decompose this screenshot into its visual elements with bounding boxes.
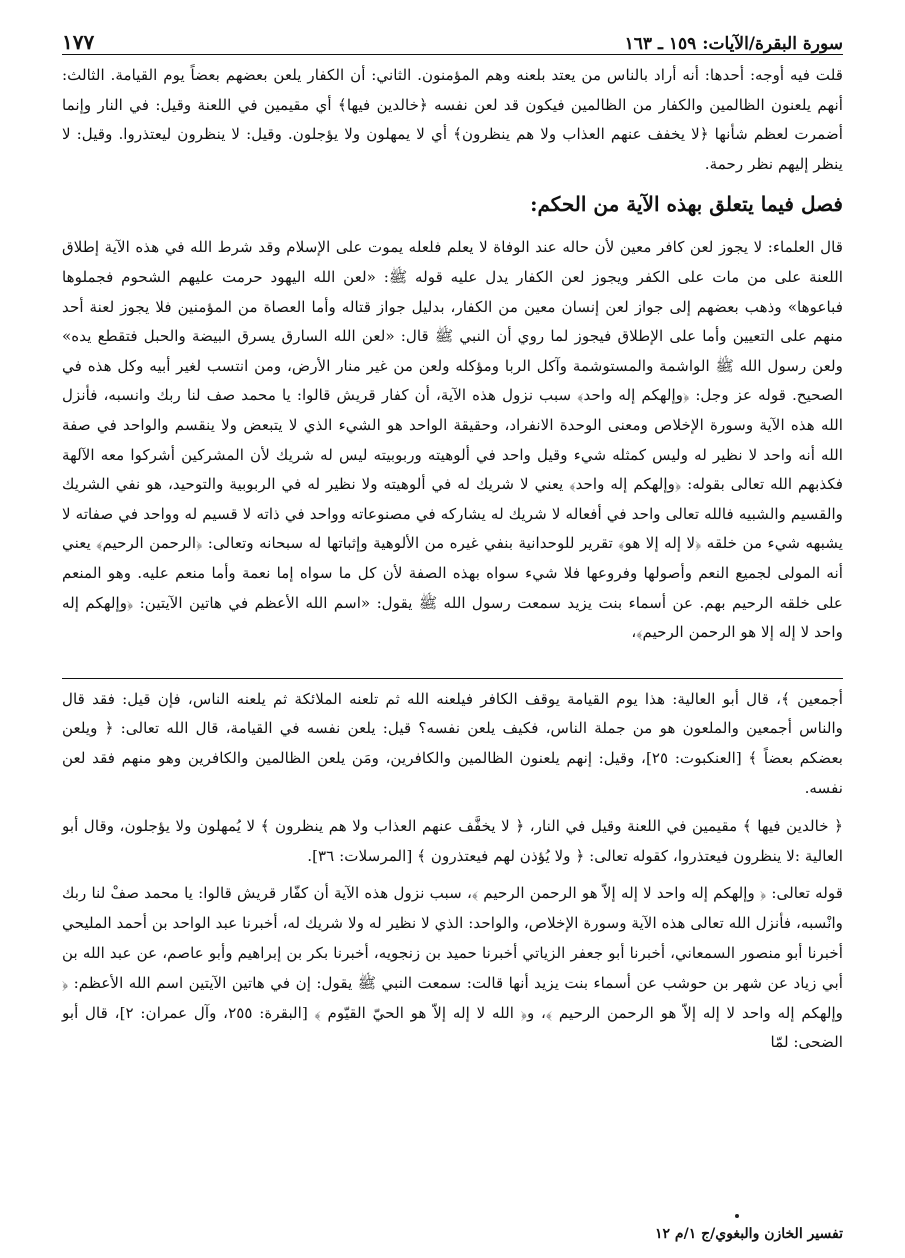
footer-dot [735, 1214, 739, 1218]
commentary-section [62, 685, 843, 1059]
commentary-paragraph: ﴿ خالدين فيها ﴾ مقيمين في اللعنة وقيل في النار، ﴿ لا يخفَّف عنهم العذاب ولا هم ينظرون ﴾ لا يُمهلون ولا يؤجلون، وقال أبو العالية :لا ينظرون فيعتذروا، كقوله تعالى: ﴿ ولا يُؤذن لهم فيعتذرون ﴾ [المرسلات: ٣٦]. [62, 816, 843, 865]
intro-paragraph: قلت فيه أوجه: أحدها: أنه أراد بالناس من يعتد بلعنه وهم المؤمنون. الثاني: أن الكفار يلعن بعضهم بعضاً يوم القيامة. الثالث: أنهم يلعنون الظالمين والكفار من الظالمين فيكون قد لعن نفسه ﴿خالدين فيها﴾ أي مقيمين في اللعنة وقيل: في النار وإنما أضمرت لعظم شأنها ﴿لا يخفف عنهم العذاب ولا هم ينظرون﴾ أي لا يمهلون ولا يؤجلون. وقيل: لا ينظرون ليعتذروا. وقيل: لا ينظر إليهم نظر رحمة. [62, 66, 843, 173]
page-number: ١٧٧ [62, 30, 95, 54]
commentary-paragraph: أجمعين ﴾، قال أبو العالية: هذا يوم القيامة يوقف الكافر فيلعنه الله ثم تلعنه الملائكة ثم يلعنه الناس، فإن قيل: فقد قال والناس أجمعين والملعون هو من جملة الناس، فكيف يلعن نفسه؟ قيل: يلعن نفسه في القيامة، قال الله تعالى: ﴿ ويلعن بعضكم بعضاً ﴾ [العنكبوت: ٢٥]، وقيل: إنهم يلعنون الظالمين والكافرين، ومَن يلعن الظالمين والكافرين وهو منهم فقد لعن نفسه. [62, 689, 843, 798]
main-text [62, 61, 843, 648]
section-heading: فصل فيما يتعلق بهذه الآية من الحكم: [530, 192, 843, 217]
commentary-paragraph: قوله تعالى: ﴿ وإلهكم إله واحد لا إله إلاّ هو الرحمن الرحيم ﴾، سبب نزول هذه الآية أن كفّار قريش قالوا: يا محمد صفْ لنا ربك وانْسبه، فأنزل الله تعالى هذه الآية وسورة الإخلاص، والواحد: الذي لا نظير له ولا شريك له، أخبرنا عبد الواحد بن أحمد المليحي أخبرنا أبو منصور السمعاني، أخبرنا أبو جعفر الزياتي أخبرنا حميد بن زنجويه، أخبرنا بكر بن إبراهيم وأبو عاصم، عن عبد الله بن أبي زياد عن شهر بن حوشب عن أسماء بنت يزيد أنها قالت: سمعت النبي ﷺ يقول: إن في هاتين الآيتين اسم الله الأعظم: ﴿ وإلهكم إله واحد لا إله إلاّ هو الرحمن الرحيم ﴾، و﴿ الله لا إله إلاّ هو الحيّ القيّوم ﴾ [البقرة: ٢٥٥، وآل عمران: ٢]، قال أبو الضحى: لمّا [62, 884, 843, 1052]
commentary-divider [62, 678, 843, 679]
footer-signature: تفسير الخازن والبغوي/ج ١/م ١٢ [654, 1226, 843, 1242]
page-header [62, 20, 843, 55]
running-title: سورة البقرة/الآيات: ١٥٩ ـ ١٦٣ [624, 34, 843, 54]
ruling-paragraph: قال العلماء: لا يجوز لعن كافر معين لأن حاله عند الوفاة لا يعلم فلعله يموت على الإسلام وقد شرط الله في هذه الآية إطلاق اللعنة على من مات على الكفر ويجوز لعن الكفار يدل عليه قوله ﷺ: «لعن الله اليهود حرمت عليهم الشحوم فجملوها فباعوها» وذهب بعضهم إلى جواز لعن إنسان معين من الكفار، بدليل جواز قتاله وأما العصاة من المؤمنين فلا يجوز لعنة أحد منهم على التعيين وأما على الإطلاق فيجوز لما روي أن النبي ﷺ قال: «لعن الله السارق يسرق البيضة والحبل فتقطع يده» ولعن رسول الله ﷺ الواشمة والمستوشمة وآكل الربا ومؤكله ولعن من غير منار الأرض، ومن انتسب لغير أبيه وكل هذه في الصحيح. قوله عز وجل: ﴿وإلهكم إله واحد﴾ سبب نزول هذه الآية، أن كفار قريش قالوا: يا محمد صف لنا ربك وانسبه، فأنزل الله هذه الآية وسورة الإخلاص ومعنى الوحدة الانفراد، وحقيقة الواحد هو الشيء الذي لا يتبعض ولا ينقسم والواحد في صفة الله أنه واحد لا نظير له وليس كمثله شيء وقيل واحد في ألوهيته وربوبيته ليس له شريك لأن المشركين أشركوا معه الآلهة فكذبهم الله تعالى بقوله: ﴿وإلهكم إله واحد﴾ يعني لا شريك له في ألوهيته ولا نظير له في الربوبية والتوحيد، هو نفي الشريك والقسيم والشبيه فالله تعالى واحد في أفعاله لا شريك له يشاركه في مصنوعاته وواحد في ذاته لا قسيم له وواحد في صفاته لا يشبهه شيء من خلقه ﴿لا إله إلا هو﴾ تقرير للوحدانية بنفي غيره من الألوهية وإثباتها له سبحانه وتعالى: ﴿الرحمن الرحيم﴾ يعني أنه المولى لجميع النعم وأصولها وفروعها فلا شيء سواه بهذه الصفة لأن كل ما سواه إما نعمة وأما منعم عليه. وهو المنعم على خلقه الرحيم بهم. عن أسماء بنت يزيد سمعت رسول الله ﷺ يقول: «اسم الله الأعظم في هاتين الآيتين: ﴿وإلهكم إله واحد لا إله إلا هو الرحمن الرحيم﴾، [62, 238, 844, 642]
